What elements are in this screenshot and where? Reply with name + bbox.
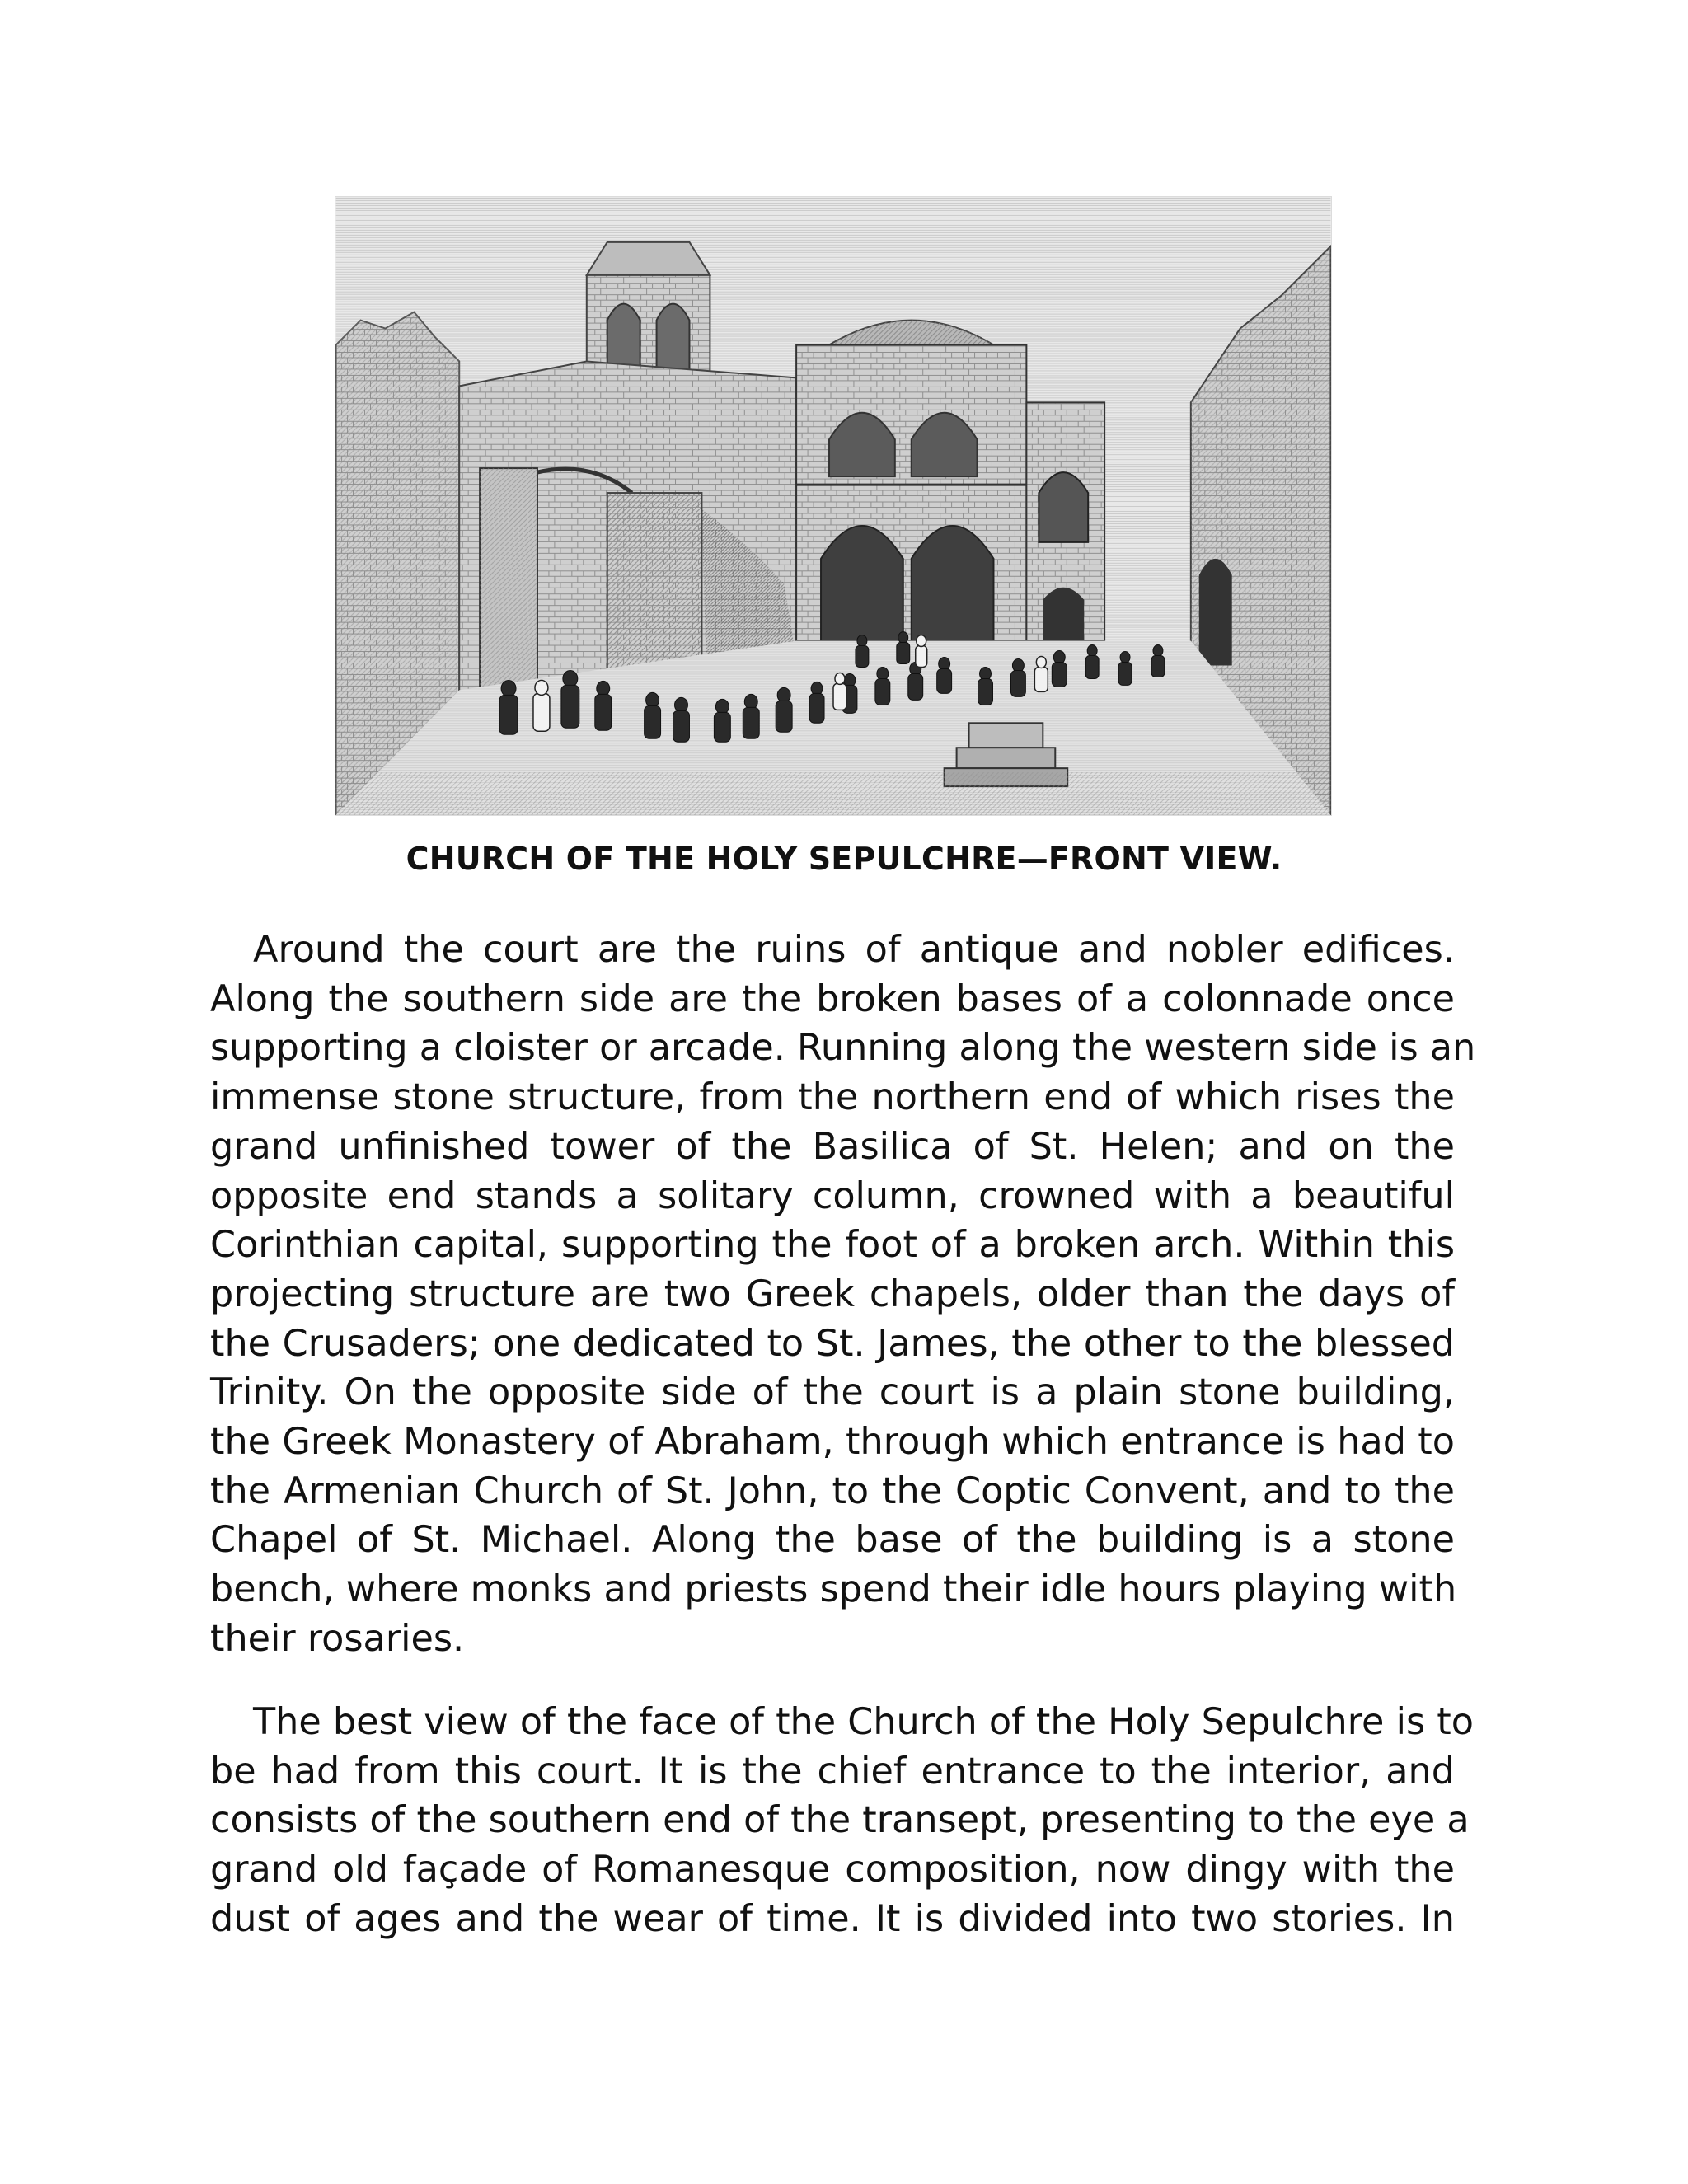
figure-caption: CHURCH OF THE HOLY SEPULCHRE—FRONT VIEW. xyxy=(406,841,1282,877)
paragraph-line: be had from this court. It is the chief entrance to the interior, and xyxy=(210,1750,1455,1793)
paragraph-1 xyxy=(210,926,1476,1664)
paragraph-line: immense stone structure, from the northern end of which rises the xyxy=(210,1076,1455,1119)
paragraph-2 xyxy=(210,1698,1474,1944)
paragraph-line: their rosaries. xyxy=(210,1617,465,1660)
paragraph-line: Trinity. On the opposite side of the court is a plain stone building, xyxy=(210,1371,1455,1414)
paragraph-line: The best view of the face of the Church of the Holy Sepulchre is to xyxy=(253,1701,1474,1743)
paragraph-line: supporting a cloister or arcade. Running along the western side is an xyxy=(210,1027,1476,1070)
paragraph-line: Around the court are the ruins of antique and nobler edifices. xyxy=(253,929,1455,971)
paragraph-line: Along the southern side are the broken bases of a colonnade once xyxy=(210,977,1455,1020)
paragraph-line: Corinthian capital, supporting the foot of a broken arch. Within this xyxy=(210,1224,1455,1267)
paragraph-line: Chapel of St. Michael. Along the base of the building is a stone xyxy=(210,1519,1455,1562)
paragraph-line: dust of ages and the wear of time. It is divided into two stories. In xyxy=(210,1897,1455,1940)
paragraph-line: the Armenian Church of St. John, to the Coptic Convent, and to the xyxy=(210,1469,1455,1512)
church-engraving-illustration xyxy=(335,196,1332,816)
paragraph-line: consists of the southern end of the transept, presenting to the eye a xyxy=(210,1799,1470,1842)
paragraph-line: the Crusaders; one dedicated to St. James, the other to the blessed xyxy=(210,1322,1455,1365)
paragraph-line: bench, where monks and priests spend their idle hours playing with xyxy=(210,1568,1457,1611)
engraving-drawing xyxy=(335,197,1331,815)
paragraph-line: the Greek Monastery of Abraham, through which entrance is had to xyxy=(210,1421,1455,1464)
paragraph-line: grand unfinished tower of the Basilica of St. Helen; and on the xyxy=(210,1125,1455,1168)
paragraph-line: projecting structure are two Greek chapels, older than the days of xyxy=(210,1272,1455,1315)
paragraph-line: grand old façade of Romanesque composition, now dingy with the xyxy=(210,1849,1455,1891)
paragraph-line: opposite end stands a solitary column, crowned with a beautiful xyxy=(210,1174,1455,1217)
